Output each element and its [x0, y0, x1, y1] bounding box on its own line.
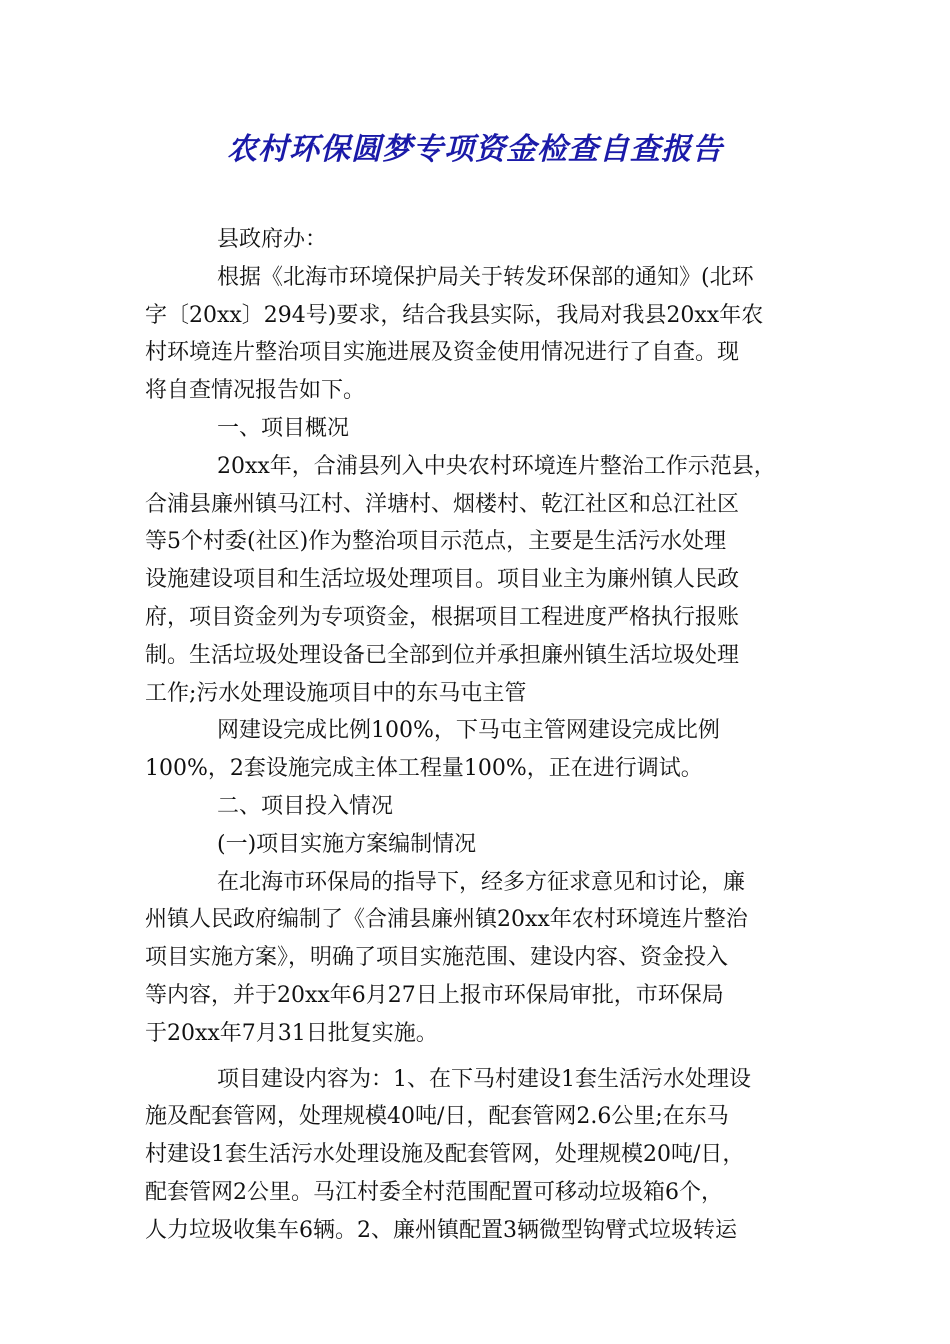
salutation	[145, 221, 805, 259]
text-line: 村建设1套生活污水处理设施及配套管网，处理规模20吨/日，	[145, 1142, 745, 1168]
section-heading-2	[145, 788, 805, 826]
text-line: 20xx年，合浦县列入中央农村环境连片整治工作示范县，	[217, 453, 776, 479]
text-line: 府，项目资金列为专项资金，根据项目工程进度严格执行报账	[145, 604, 740, 630]
text-line: 在北海市环保局的指导下，经多方征求意见和讨论，廉	[217, 869, 746, 895]
text-line: 人力垃圾收集车6辆。2、廉州镇配置3辆微型钩臂式垃圾转运	[145, 1217, 737, 1243]
section-heading-1	[145, 410, 805, 448]
text-line: 州镇人民政府编制了《合浦县廉州镇20xx年农村环境连片整治	[145, 907, 748, 933]
text-line: 根据《北海市环境保护局关于转发环保部的通知》(北环	[217, 264, 754, 290]
text-line: 于20xx年7月31日批复实施。	[145, 1020, 438, 1046]
text-line: 字〔20xx〕294号)要求，结合我县实际，我局对我县20xx年农	[145, 302, 764, 328]
subsection-heading-2-1	[145, 826, 805, 864]
paragraph-spacer	[145, 1053, 805, 1061]
salutation-text: 县政府办：	[217, 227, 328, 252]
text-line: 设施建设项目和生活垃圾处理项目。项目业主为廉州镇人民政	[145, 567, 740, 593]
paragraph-overview	[145, 448, 805, 713]
text-line: 等内容，并于20xx年6月27日上报市环保局审批，市环保局	[145, 982, 724, 1008]
paragraph-intro	[145, 259, 805, 410]
document-title: 农村环保圆梦专项资金检查自查报告	[227, 132, 723, 167]
text-line: 配套管网2公里。马江村委全村范围配置可移动垃圾箱6个，	[145, 1179, 723, 1205]
text-line: 村环境连片整治项目实施进展及资金使用情况进行了自查。现	[145, 340, 740, 366]
text-line: 工作;污水处理设施项目中的东马屯主管	[145, 680, 527, 706]
paragraph-plan	[145, 864, 805, 1053]
heading-text: 二、项目投入情况	[217, 793, 394, 819]
paragraph-construction	[145, 1061, 805, 1250]
text-line: 项目实施方案》，明确了项目实施范围、建设内容、资金投入	[145, 945, 729, 971]
text-line: 网建设完成比例100%，下马屯主管网建设完成比例	[217, 718, 720, 744]
text-line: 100%，2套设施完成主体工程量100%，正在进行调试。	[145, 756, 703, 782]
text-line: 施及配套管网，处理规模40吨/日，配套管网2.6公里;在东马	[145, 1104, 729, 1130]
text-line: 制。生活垃圾处理设备已全部到位并承担廉州镇生活垃圾处理	[145, 642, 740, 668]
text-line: 合浦县廉州镇马江村、洋塘村、烟楼村、乾江社区和总江社区	[145, 491, 740, 517]
document-body	[145, 221, 805, 1250]
paragraph-progress	[145, 712, 805, 788]
text-line: 将自查情况报告如下。	[145, 378, 366, 404]
heading-text: 一、项目概况	[217, 415, 350, 441]
heading-text: (一)项目实施方案编制情况	[217, 831, 477, 857]
text-line: 等5个村委(社区)作为整治项目示范点，主要是生活污水处理	[145, 529, 727, 555]
text-line: 项目建设内容为：1、在下马村建设1套生活污水处理设	[217, 1066, 751, 1092]
